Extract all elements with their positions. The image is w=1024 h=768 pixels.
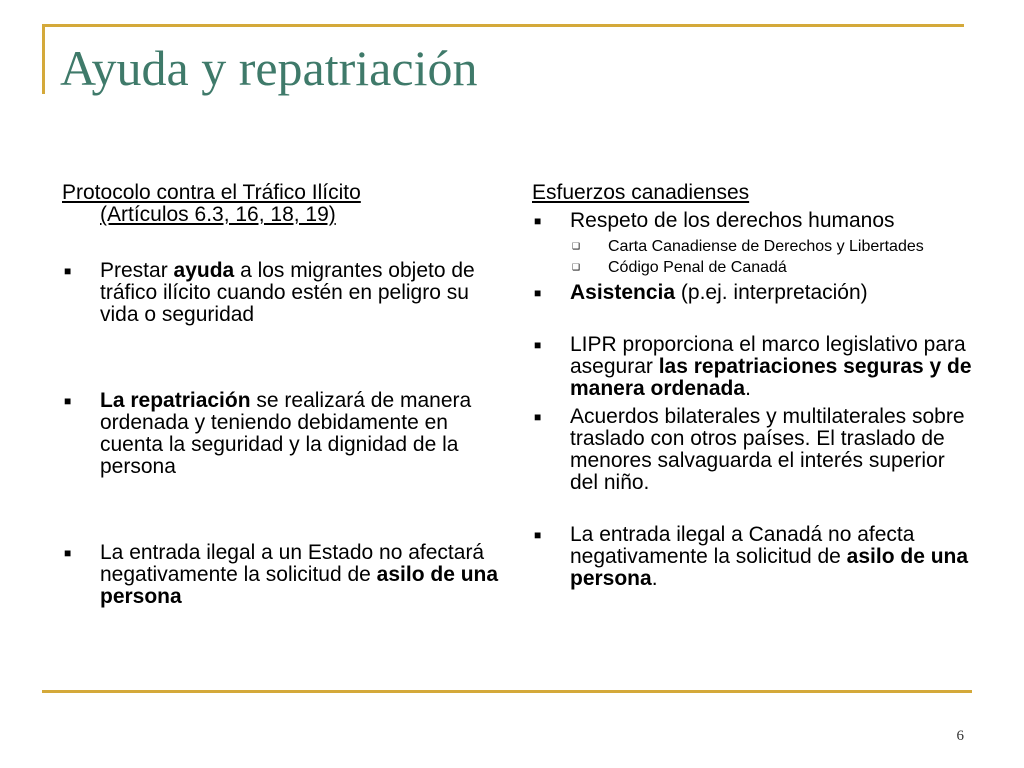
left-heading-line1: Protocolo contra el Tráfico Ilícito [62,181,361,204]
hollow-square-bullet-icon: ❑ [572,241,581,251]
square-bullet-icon: ■ [534,286,542,300]
right-bullet-acuerdos: ■ Acuerdos bilaterales y multilaterales sobre traslado con otros países. El traslado de menores salvaguarda el interés superior del niño. [534,405,965,494]
square-bullet-icon: ■ [534,214,542,228]
right-bullet-lipr: ■ LIPR proporciona el marco legislativo para asegurar las repatriaciones seguras y de manera ordenada. [534,333,972,400]
right-bullet-entrada-canada: ■ La entrada ilegal a Canadá no afecta negativamente la solicitud de asilo de una persona. [534,523,969,590]
square-bullet-icon: ■ [534,338,542,352]
square-bullet-icon: ■ [64,394,72,408]
hollow-square-bullet-icon: ❑ [572,262,581,272]
top-rule [42,24,964,27]
slide-title: Ayuda y repatriación [60,40,478,96]
sub-item-carta: ❑ Carta Canadiense de Derechos y Libertades [572,238,924,255]
left-heading [62,182,502,226]
right-bullet-asistencia: ■ Asistencia (p.ej. interpretación) [534,281,868,304]
square-bullet-icon: ■ [64,546,72,560]
bottom-rule [42,690,972,693]
right-column [532,182,972,590]
right-bullet-derechos: ■ Respeto de los derechos humanos [534,209,895,232]
left-rule [42,24,45,94]
left-bullet-entrada-ilegal: ■ La entrada ilegal a un Estado no afectará negativamente la solicitud de asilo de una persona [64,541,499,608]
right-heading: Esfuerzos canadienses [532,181,750,204]
left-bullet-ayuda: ■ Prestar ayuda a los migrantes objeto de tráfico ilícito cuando estén en peligro su vida o seguridad [64,259,475,326]
left-bullet-repatriacion: ■ La repatriación se realizará de manera ordenada y teniendo debidamente en cuenta la seguridad y la dignidad de la persona [64,389,472,478]
square-bullet-icon: ■ [534,528,542,542]
square-bullet-icon: ■ [64,264,72,278]
left-column [62,182,502,608]
square-bullet-icon: ■ [534,410,542,424]
left-heading-line2: (Artículos 6.3, 16, 18, 19) [100,203,336,226]
page-number: 6 [956,728,964,744]
sub-item-codigo: ❑ Código Penal de Canadá [572,259,787,276]
